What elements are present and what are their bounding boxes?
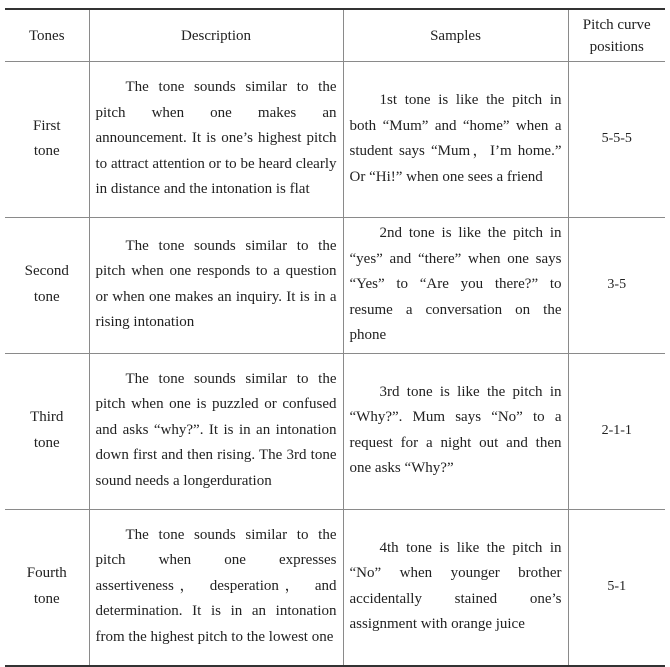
header-description: Description: [89, 9, 343, 62]
pitch-cell: 2-1-1: [568, 353, 665, 509]
sample-cell: 2nd tone is like the pitch in “yes” and “there” when one says “Yes” to “Are you there?” to resume a conversation on the phone: [343, 218, 568, 354]
tone-name-line2: tone: [33, 143, 60, 159]
header-pitch-line1: Pitch curve: [582, 16, 651, 33]
sample-cell: 4th tone is like the pitch in “No” when younger brother accidentally stained one’s assignment with orange juice: [343, 509, 568, 666]
header-samples: Samples: [343, 9, 568, 62]
tone-name-line2: tone: [33, 590, 60, 607]
tone-name-line2: tone: [33, 288, 60, 305]
table-row: [5, 62, 665, 218]
header-tones: Tones: [5, 9, 89, 62]
description-cell: The tone sounds similar to the pitch when one is puzzled or confused and asks “why?”. It is in an intonation down first and then rising. The 3rd tone sound needs a longerduration: [89, 353, 343, 509]
table-row: [5, 353, 665, 509]
pitch-cell: 5-5-5: [568, 62, 665, 218]
table-row: [5, 218, 665, 354]
tone-name-cell: [5, 353, 89, 509]
description-cell: The tone sounds similar to the pitch when one responds to a question or when one makes an inquiry. It is in a rising intonation: [89, 218, 343, 354]
tone-name-line1: Fourth: [26, 565, 67, 581]
tones-table: [5, 8, 665, 667]
sample-cell: 1st tone is like the pitch in both “Mum” and “home” when a student says “Mum，I’m home.” Or “Hi!” when one sees a friend: [343, 62, 568, 218]
header-row: [5, 9, 665, 62]
sample-cell: 3rd tone is like the pitch in “Why?”. Mum says “No” to a request for a night out and then one asks “Why?”: [343, 353, 568, 509]
tone-name-line1: Second: [24, 263, 69, 280]
table-row: [5, 509, 665, 666]
tone-name-line1: Third: [30, 409, 64, 425]
header-pitch-line2: positions: [589, 38, 644, 55]
header-pitch-curve: [568, 9, 665, 62]
description-cell: The tone sounds similar to the pitch when one expresses assertiveness， desperation， and determination. It is in an intonation from the highest pitch to the lowest one: [89, 509, 343, 666]
tone-name-cell: [5, 62, 89, 218]
pitch-cell: 3-5: [568, 218, 665, 354]
pitch-cell: 5-1: [568, 509, 665, 666]
tone-name-cell: [5, 509, 89, 666]
tone-name-line1: First: [32, 117, 61, 134]
tone-name-cell: [5, 218, 89, 354]
tone-name-line2: tone: [33, 434, 60, 451]
description-cell: The tone sounds similar to the pitch when one makes an announcement. It is one’s highest pitch to attract attention or to be heard clearly in distance and the intonation is flat: [89, 62, 343, 218]
